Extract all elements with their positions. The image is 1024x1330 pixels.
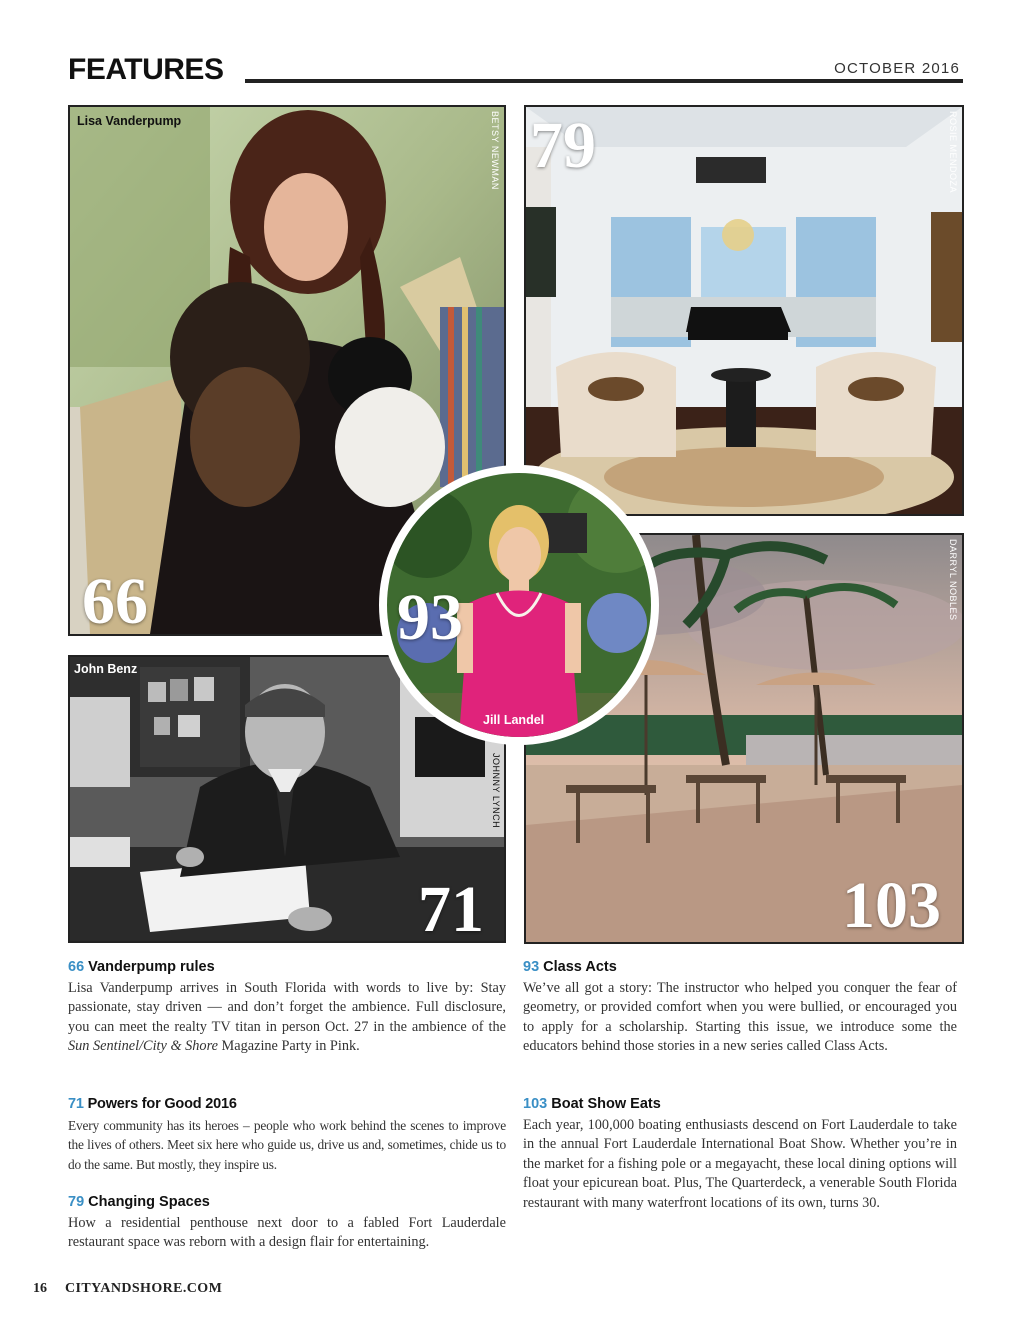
article-body: Lisa Vanderpump arrives in South Florida with words to live by: Stay passionate, stay driven — and don’t forget the ambience. Full disclosure, you can meet the realty TV titan in person Oct. 27 in the ambience of the Sun Sentinel/City & Shore Magazine Party in Pink. (68, 979, 506, 1055)
article-changing-spaces (68, 1193, 506, 1253)
photo-caption: Lisa Vanderpump (77, 114, 182, 128)
photo-credit: BETSY NEWMAN (490, 111, 500, 190)
site-url[interactable]: CITYANDSHORE.COM (65, 1281, 223, 1296)
article-body: Each year, 100,000 boating enthusiasts descend on Fort Lauderdale to take in the annual Fort Lauderdale International Boat Show. Whether you’re in the market for a fishing pole or a megayacht, these local dining options will float your epicurean boat. Plus, The Quarterdeck, a venerable South Florida restaurant with many waterfront locations of its own, turns 30. (523, 1116, 957, 1211)
page-number-callout: 66 (82, 565, 148, 636)
section-title: FEATURES (68, 53, 224, 86)
photo-credit: ROSIE MENDOZA (948, 111, 958, 194)
article-heading[interactable]: 66 Vanderpump rules (68, 959, 215, 975)
page-number-callout: 93 (397, 581, 463, 654)
article-heading[interactable]: 79 Changing Spaces (68, 1194, 210, 1210)
article-body: Every community has its heroes – people who work behind the scenes to improve the lives of others. Meet six here who guide us, drive us and, sometimes, chide us to do the same. But mostly, they inspire us. (68, 1117, 506, 1172)
article-heading[interactable]: 71 Powers for Good 2016 (68, 1096, 237, 1112)
header-rule (245, 79, 963, 83)
photo-penthouse-interior[interactable] (524, 105, 964, 516)
article-powers-for-good (68, 1095, 506, 1174)
page-footer (33, 1281, 222, 1297)
photo-credit: DARRYL NOBLES (948, 539, 958, 621)
photo-credit: JOHNNY LYNCH (491, 753, 501, 829)
article-vanderpump-rules (68, 958, 506, 1057)
article-body: How a residential penthouse next door to a fabled Fort Lauderdale restaurant space was reborn with a design flair for entertaining. (68, 1214, 506, 1251)
page-number-callout: 71 (418, 873, 484, 943)
article-heading[interactable]: 93 Class Acts (523, 959, 617, 975)
photo-caption: Jill Landel (483, 713, 545, 727)
article-boat-show-eats (523, 1095, 957, 1214)
article-body: We’ve all got a story: The instructor who helped you conquer the fear of geometry, or provided comfort when you were bullied, or encouraged you to apply for a scholarship. Starting this issue, we introduce some the educators behind those stories in a new series called Class Acts. (523, 979, 957, 1055)
photo-jill-landel[interactable] (379, 465, 659, 745)
page-number-callout: 103 (842, 869, 941, 942)
article-class-acts (523, 958, 957, 1057)
photo-caption: John Benz (74, 662, 138, 676)
article-heading[interactable]: 103 Boat Show Eats (523, 1096, 661, 1112)
page-number-callout: 79 (530, 109, 596, 182)
issue-date: OCTOBER 2016 (834, 60, 960, 77)
page-number: 16 (33, 1281, 47, 1296)
